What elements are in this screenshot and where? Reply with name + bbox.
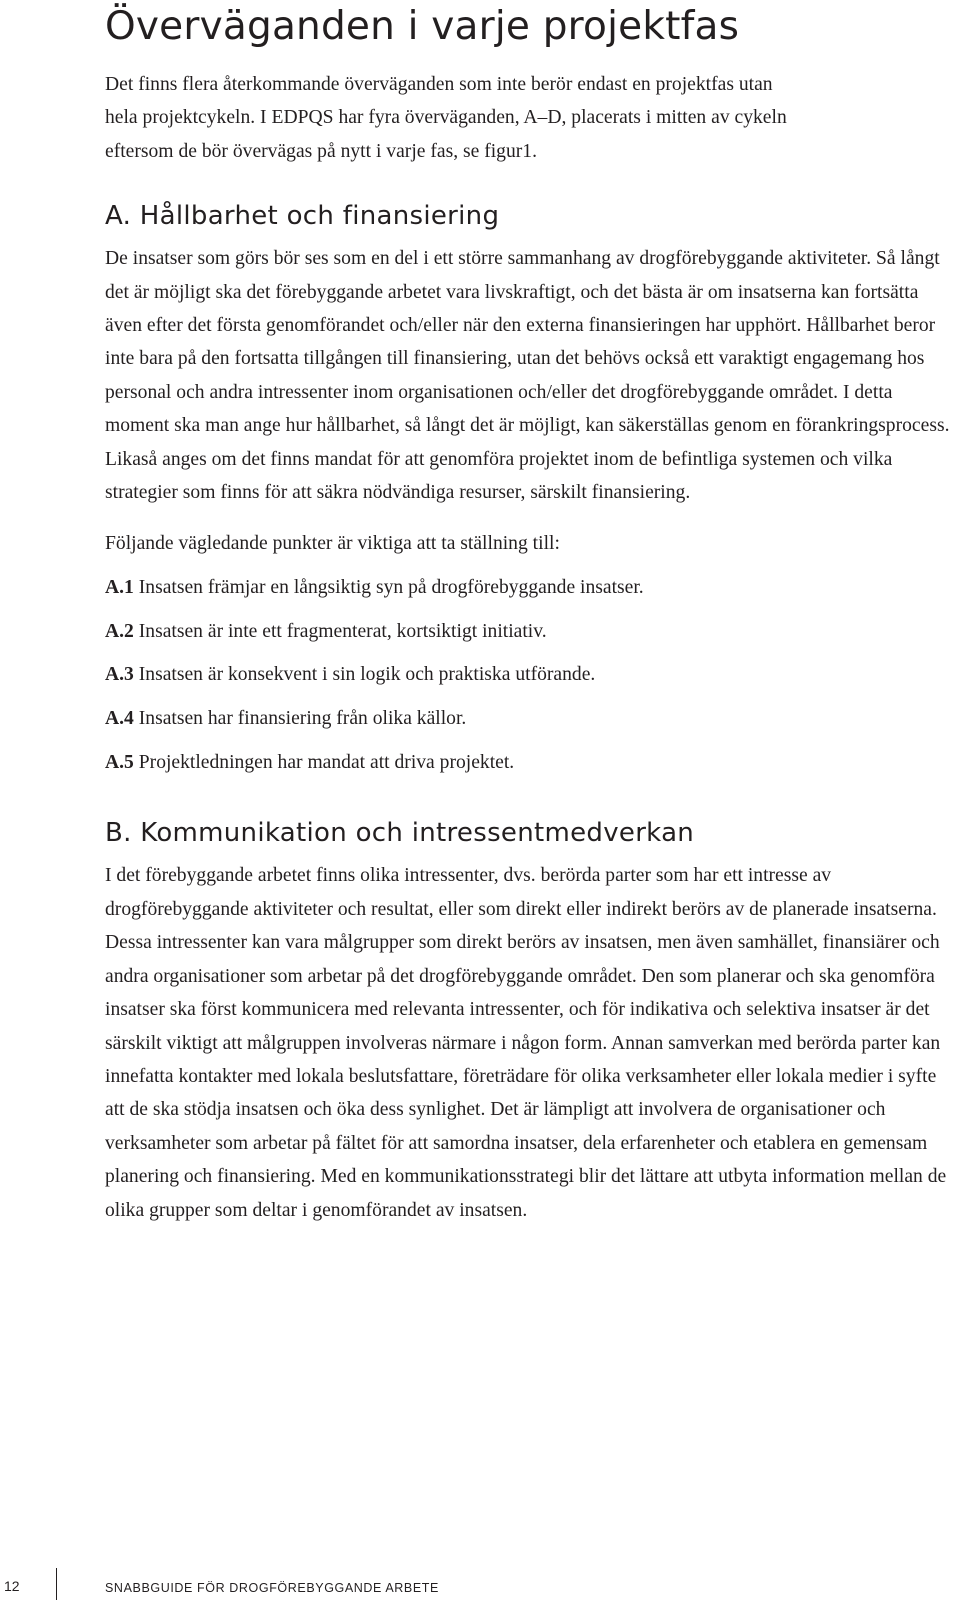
footer-divider (56, 1568, 57, 1600)
page-number: 12 (4, 1578, 20, 1594)
section-a-body: De insatser som görs bör ses som en del i ett större sammanhang av drogförebyggande aktiviteter. Så långt det är möjligt ska det förebyggande arbetet vara livskraftigt, och det bästa är om insatserna kan fortsätta även efter det första genomförandet och/eller när den externa finansieringen har upphört. Hållbarhet beror inte bara på den fortsatta tillgången till finansiering, utan det behövs också ett varaktigt engagemang hos personal och andra intressenter inom organisationen och/eller det drogförebyggande området. I detta moment ska man ange hur hållbarhet, så långt det är möjligt, kan säkerställas genom en förankringsprocess. Likaså anges om det finns mandat för att genomföra projektet inom de befintliga systemen och vilka strategier som finns för att säkra nödvändiga resurser, särskilt finansiering. (105, 248, 950, 504)
guide-point (105, 658, 950, 691)
section-b-heading: B. Kommunikation och intressentmedverkan (105, 818, 695, 849)
guide-point-text: Insatsen är inte ett fragmenterat, kortsiktigt initiativ. (138, 620, 547, 642)
guide-point-code: A.3 (105, 664, 134, 686)
intro-paragraph: Det finns flera återkommande överväganden som inte berör endast en projektfas utan hela projektcykeln. I EDPQS har fyra överväganden, A–D, placerats i mitten av cykeln eftersom de bör övervägas på nytt i varje fas, se figur1. (105, 74, 787, 162)
guide-point (105, 615, 950, 648)
guide-point (105, 702, 950, 735)
guide-point-list (105, 571, 950, 780)
guide-point-text: Insatsen har finansiering från olika källor. (138, 708, 467, 730)
section-b-body: I det förebyggande arbetet finns olika intressenter, dvs. berörda parter som har ett intresse av drogförebyggande aktiviteter och resultat, eller som direkt eller indirekt berörs av de planerade insatserna. Dessa intressenter kan vara målgrupper som direkt berörs av insatsen, men även samhället, finansiärer och andra organisationer som arbetar på det drogförebyggande området. Den som planerar och ska genomföra insatser ska först kommunicera med relevanta intressenter, och för indikativa och selektiva insatser är det särskilt viktigt att målgruppen involveras närmare i någon form. Annan samverkan med berörda parter kan innefatta kontakter med lokala beslutsfattare, företrädare för olika verksamheter eller lokala medier i syfte att de ska stödja insatsen och öka dess synlighet. Det är lämpligt att involvera de organisationer och verksamheter som arbetar på fältet för att samordna insatser, dela erfarenheter och etablera en gemensam planering och finansiering. Med en kommunikationsstrategi blir det lättare att utbyta information mellan de olika grupper som deltar i genomförandet av insatsen. (105, 865, 947, 1221)
page-footer (0, 1568, 960, 1600)
document-body (105, 68, 950, 1227)
section-a-heading: A. Hållbarhet och finansiering (105, 201, 500, 232)
guide-point (105, 746, 950, 779)
guide-point (105, 571, 950, 604)
guide-point-code: A.4 (105, 708, 134, 730)
guide-points-intro: Följande vägledande punkter är viktiga att ta ställning till: (105, 533, 560, 555)
section-a (105, 198, 950, 779)
guide-point-code: A.2 (105, 620, 134, 642)
guide-point-text: Projektledningen har mandat att driva projektet. (138, 752, 515, 774)
publication-title: SNABBGUIDE FÖR DROGFÖREBYGGANDE ARBETE (105, 1581, 439, 1595)
guide-point-text: Insatsen främjar en långsiktig syn på drogförebyggande insatser. (138, 576, 644, 598)
section-b (105, 815, 950, 1226)
guide-point-code: A.1 (105, 576, 134, 598)
page-title: Överväganden i varje projektfas (105, 4, 740, 49)
guide-point-code: A.5 (105, 752, 134, 774)
guide-point-text: Insatsen är konsekvent i sin logik och praktiska utförande. (138, 664, 596, 686)
